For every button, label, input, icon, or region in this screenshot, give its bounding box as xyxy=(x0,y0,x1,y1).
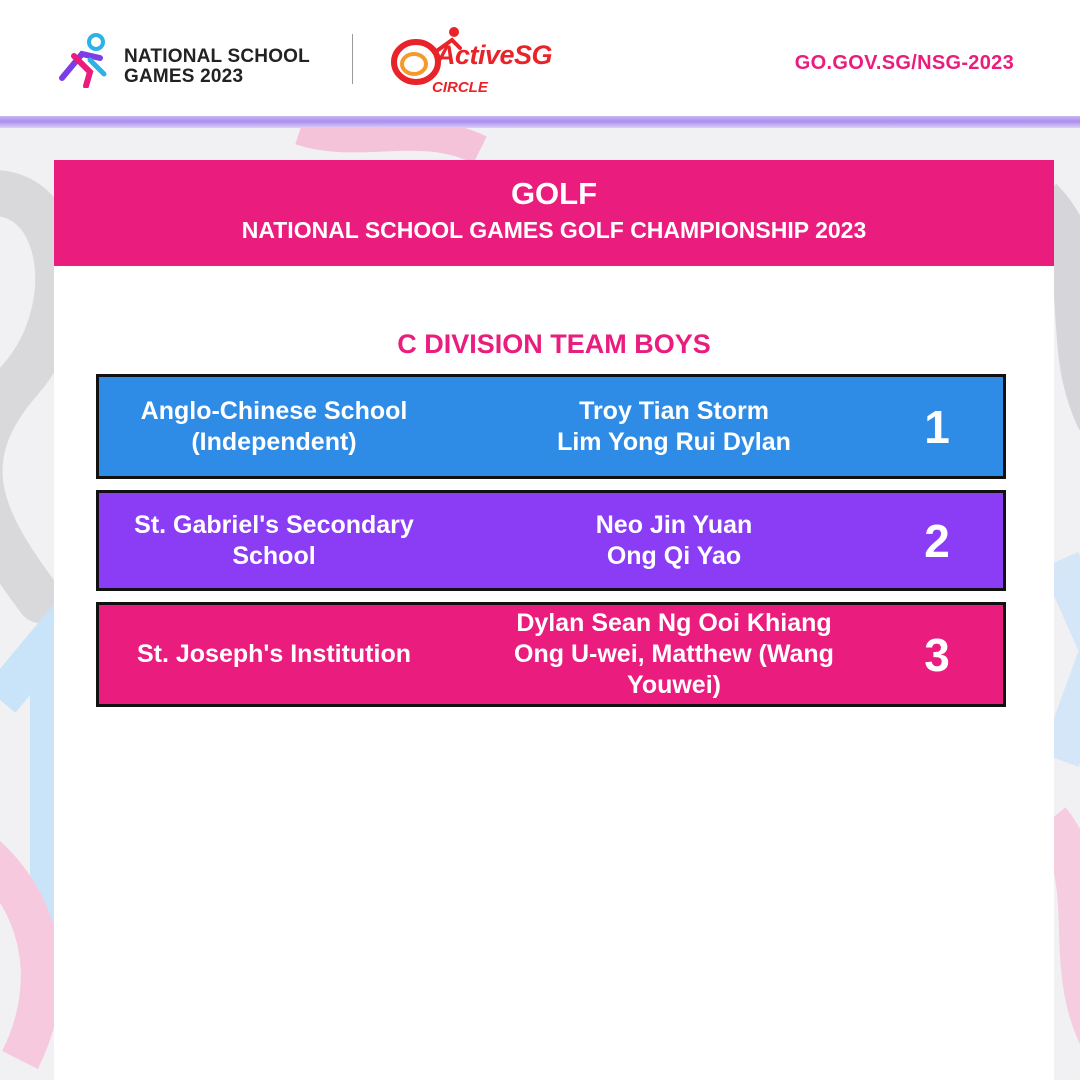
nsg-logo-line2: GAMES 2023 xyxy=(124,66,244,87)
player-name: Ong Qi Yao xyxy=(606,541,742,570)
player-names xyxy=(469,493,879,588)
title-banner xyxy=(54,160,1054,266)
player-name: Lim Yong Rui Dylan xyxy=(557,427,791,456)
header-bar xyxy=(0,0,1080,116)
school-name: Anglo-Chinese School (Independent) xyxy=(140,396,408,456)
placing-number: 1 xyxy=(924,400,950,453)
placing-number: 3 xyxy=(924,628,950,681)
nsg-runner-logo-icon xyxy=(56,32,116,88)
result-row xyxy=(96,490,1006,591)
logo-divider xyxy=(352,34,353,84)
results-card xyxy=(54,160,1054,1080)
player-name: Troy Tian Storm xyxy=(579,396,769,425)
school-name: St. Joseph's Institution xyxy=(136,640,411,668)
placing-number: 2 xyxy=(924,514,950,567)
result-row xyxy=(96,602,1006,707)
player-names xyxy=(469,377,879,476)
website-url[interactable]: GO.GOV.SG/NSG-2023 xyxy=(794,52,1014,74)
player-name: Neo Jin Yuan xyxy=(595,510,753,539)
activesg-wordmark: ActiveSG xyxy=(436,40,553,70)
player-name: Dylan Sean Ng Ooi Khiang xyxy=(516,609,832,637)
player-names xyxy=(469,605,879,704)
activesg-circle-label: CIRCLE xyxy=(432,79,488,96)
division-title: C DIVISION TEAM BOYS xyxy=(397,329,711,359)
player-name: Ong U-wei, Matthew (Wang Youwei) xyxy=(514,640,834,699)
sport-title: GOLF xyxy=(510,176,598,211)
school-name: St. Gabriel's Secondary School xyxy=(134,510,414,570)
header-accent-band xyxy=(0,116,1080,128)
result-row xyxy=(96,374,1006,479)
nsg-logo-line1: NATIONAL SCHOOL xyxy=(124,46,310,67)
event-title: NATIONAL SCHOOL GAMES GOLF CHAMPIONSHIP 2023 xyxy=(241,217,867,243)
nsg-logo-text xyxy=(124,47,310,87)
